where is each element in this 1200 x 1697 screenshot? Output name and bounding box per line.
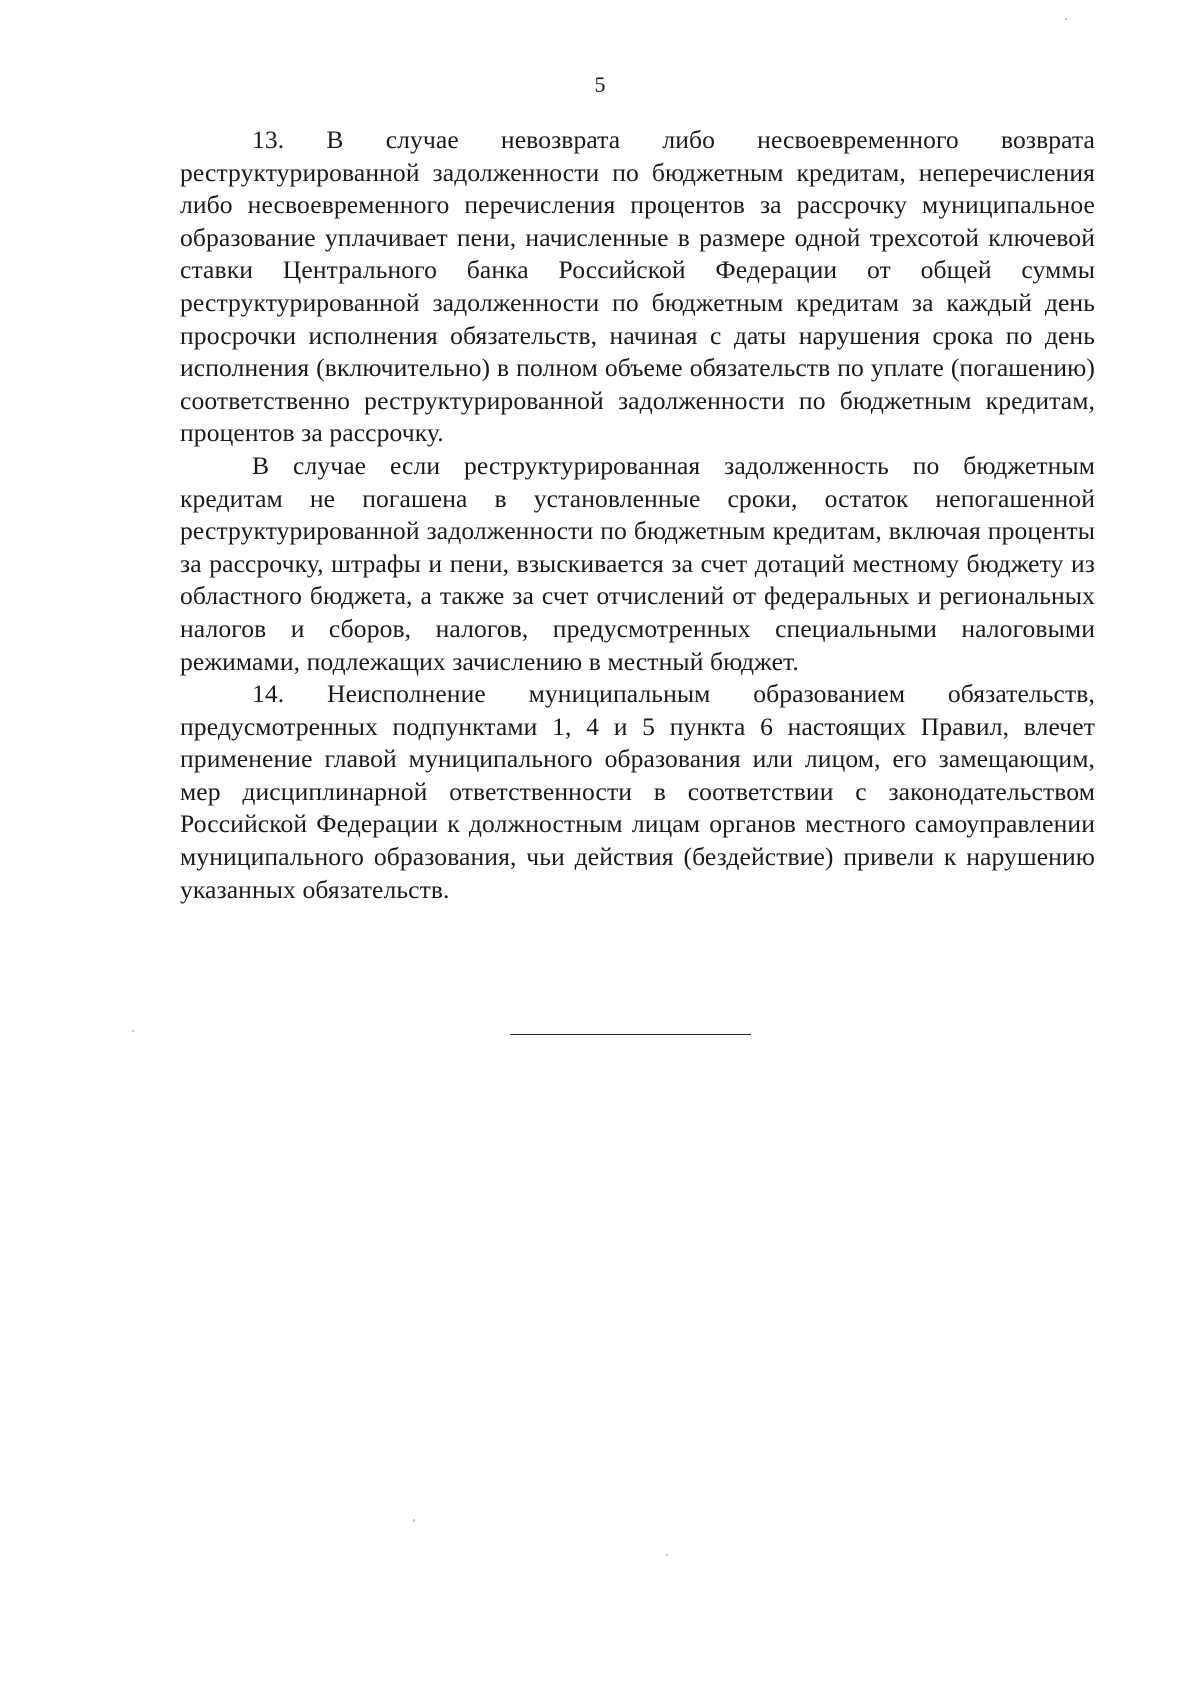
page-number: 5 bbox=[594, 72, 606, 97]
scan-speck bbox=[132, 1030, 134, 1032]
paragraph-13-continuation: В случае если реструктурированная задолженность по бюджетным кредитам не погашена в установленные сроки, остаток непогашенной реструктурированной задолженности по бюджетным кредитам, включая проценты за рассрочку, штрафы и пени, взыскивается за счет дотаций местному бюджету из областного бюджета, а также за счет отчислений от федеральных и региональных налогов и сборов, налогов, предусмотренных специальными налоговыми режимами, подлежащих зачислению в местный бюджет. bbox=[180, 450, 1095, 676]
document-body bbox=[180, 124, 1095, 906]
scan-speck bbox=[413, 1519, 415, 1522]
paragraph-13: 13. В случае невозврата либо несвоевременного возврата реструктурированной задолженности по бюджетным кредитам, неперечисления либо несвоевременного перечисления процентов за рассрочку муниципальное образование уплачивает пени, начисленные в размере одной трехсотой ключевой ставки Центрального банка Российской Федерации от общей суммы реструктурированной задолженности по бюджетным кредитам за каждый день просрочки исполнения обязательств, начиная с даты нарушения срока по день исполнения (включительно) в полном объеме обязательств по уплате (погашению) соответственно реструктурированной задолженности по бюджетным кредитам, процентов за рассрочку. bbox=[180, 125, 1095, 448]
scan-speck bbox=[1065, 18, 1067, 20]
end-separator-line bbox=[510, 1034, 751, 1035]
scan-speck bbox=[666, 1554, 668, 1556]
paragraph-14: 14. Неисполнение муниципальным образованием обязательств, предусмотренных подпунктами 1, 4 и 5 пункта 6 настоящих Правил, влечет применение главой муниципального образования или лицом, его замещающим, мер дисциплинарной ответственности в соответствии с законодательством Российской Федерации к должностным лицам органов местного самоуправлении муниципального образования, чьи действия (бездействие) привели к нарушению указанных обязательств. bbox=[180, 679, 1095, 904]
